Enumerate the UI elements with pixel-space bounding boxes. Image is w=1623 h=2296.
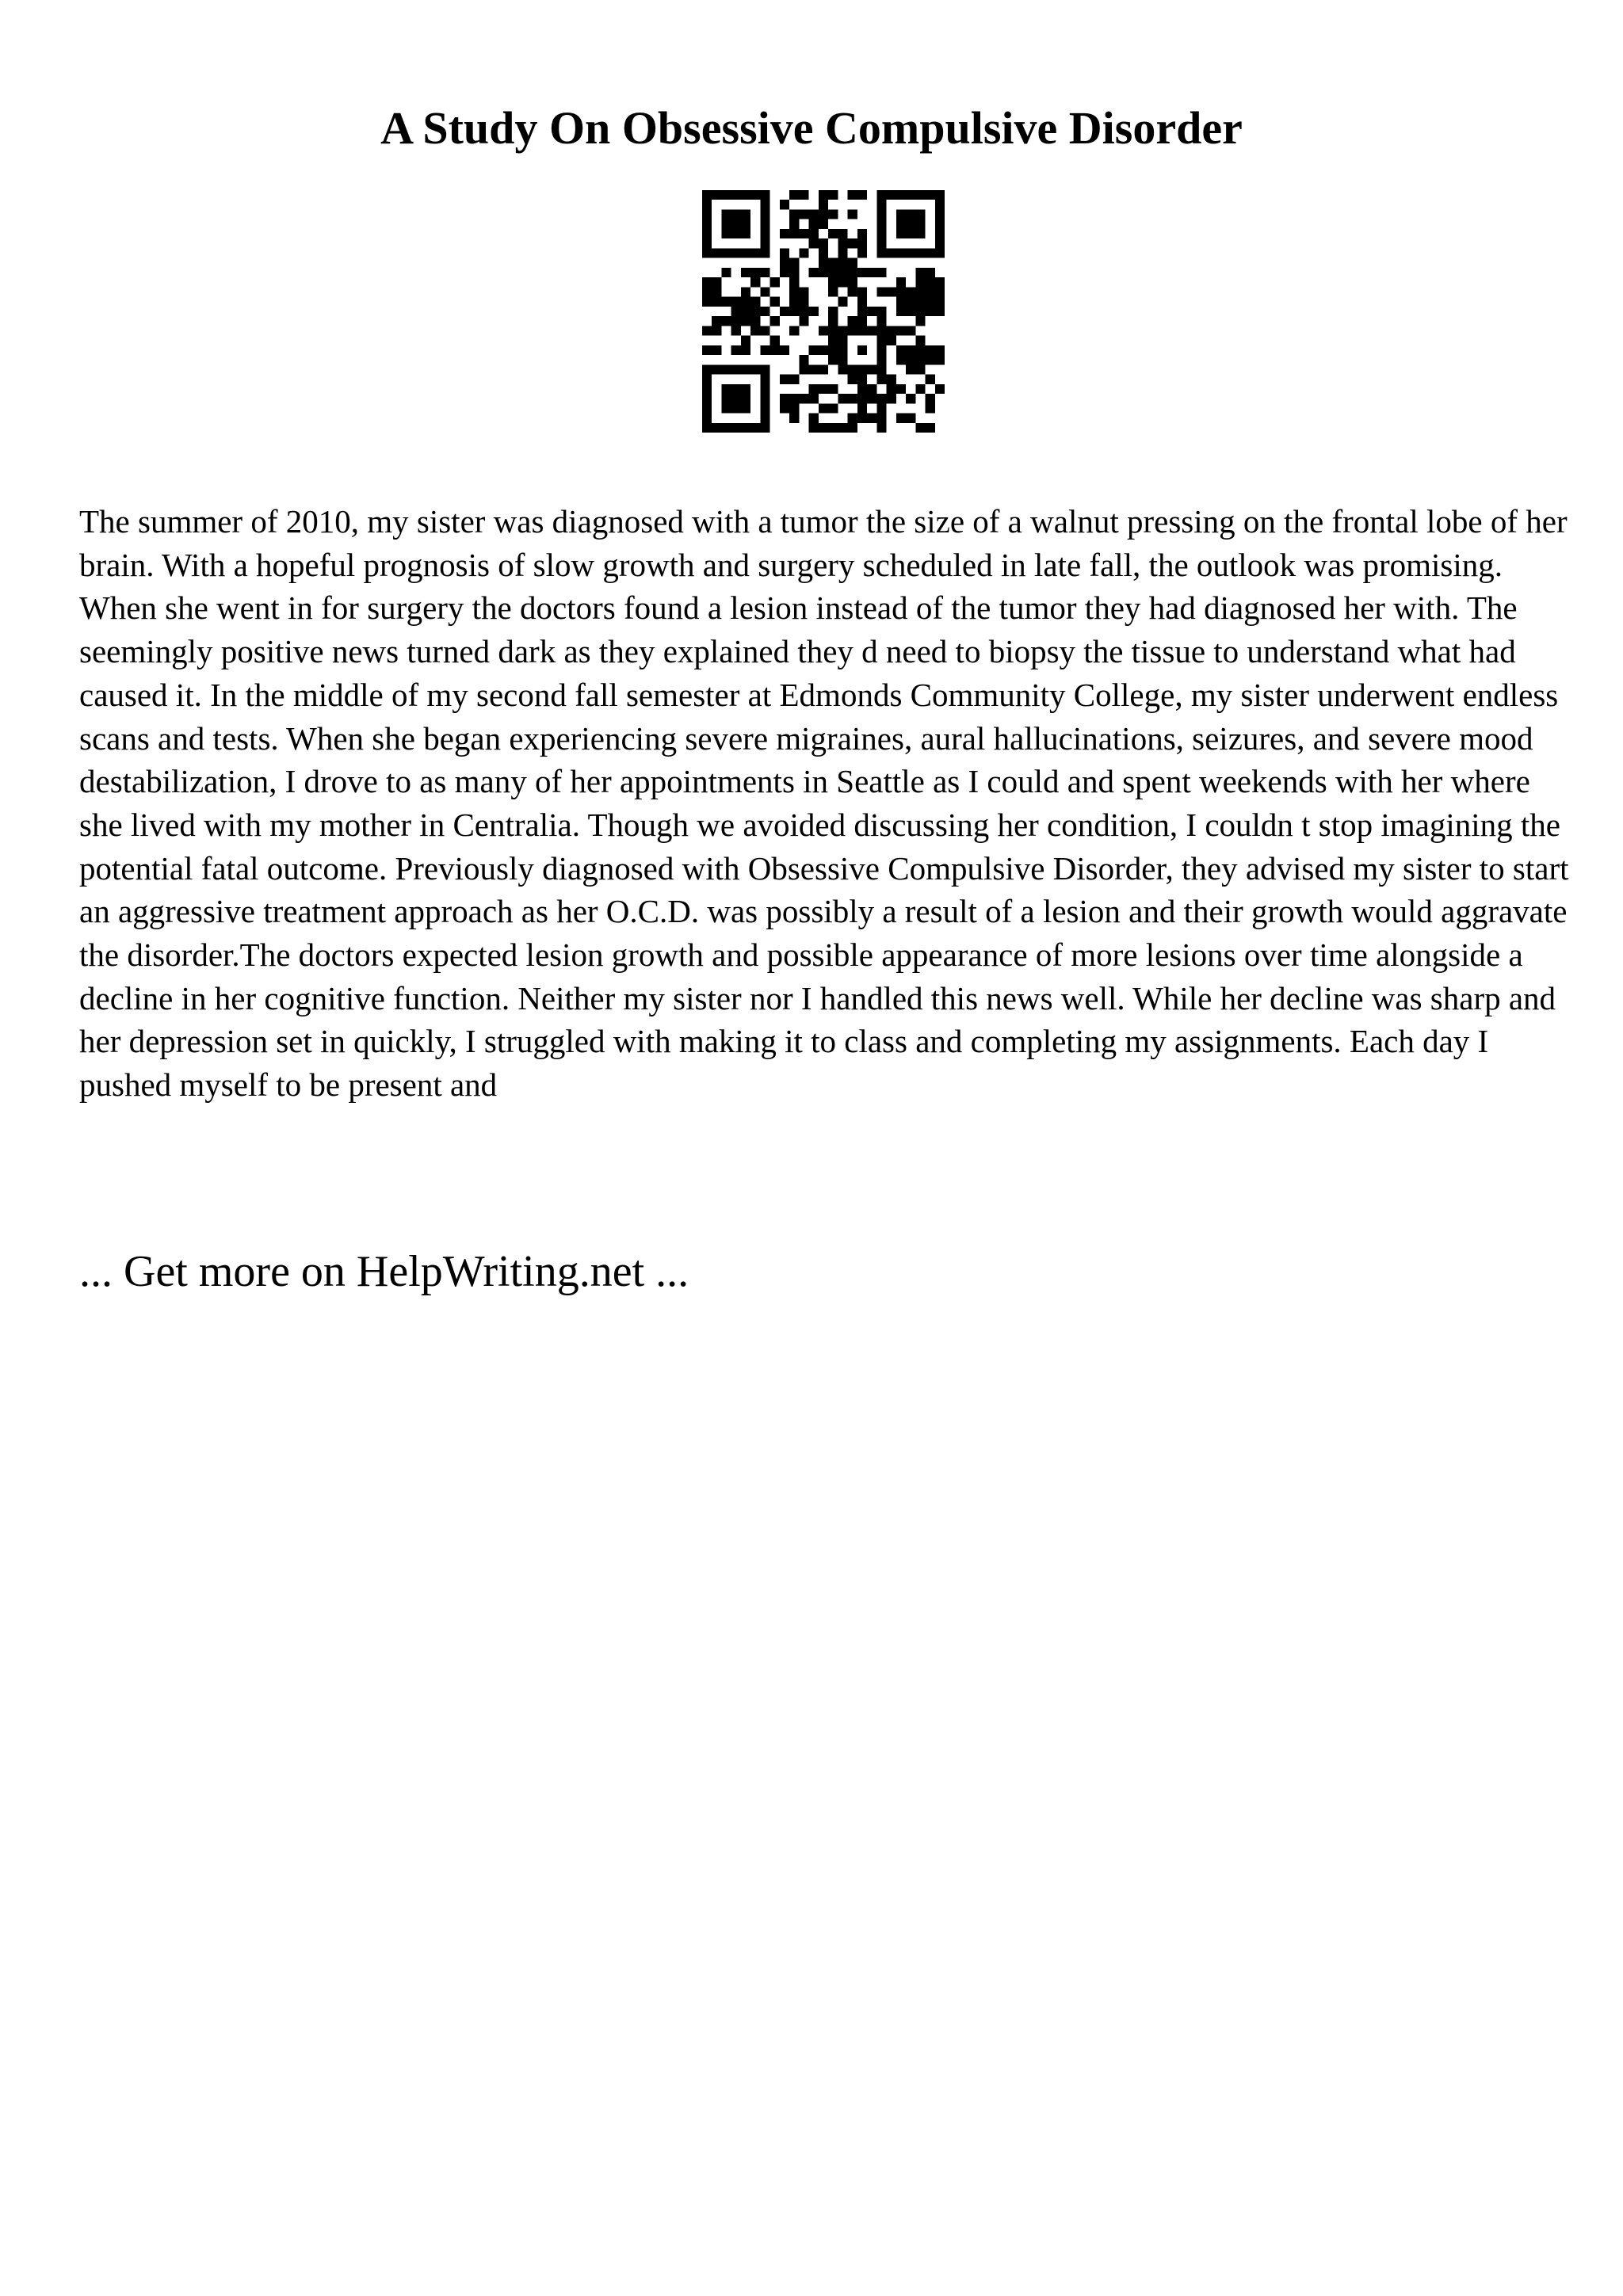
body-paragraph: The summer of 2010, my sister was diagnosed with a tumor the size of a walnut pressing on the frontal lobe of her brain. With a hopeful prognosis of slow growth and surgery scheduled in late fall, the outlook was promising. When she went in for surgery the doctors found a lesion instead of the tumor they had diagnosed her with. The seemingly positive news turned dark as they explained they d need to biopsy the tissue to understand what had caused it. In the middle of my second fall semester at Edmonds Community College, my sister underwent endless scans and tests. When she began experiencing severe migraines, aural hallucinations, seizures, and severe mood destabilization, I drove to as many of her appointments in Seattle as I could and spent weekends with her where she lived with my mother in Centralia. Though we avoided discussing her condition, I couldn t stop imagining the potential fatal outcome. Previously diagnosed with Obsessive Compulsive Disorder, they advised my sister to start an aggressive treatment approach as her O.C.D. was possibly a result of a lesion and their growth would aggravate the disorder.The doctors expected lesion growth and possible appearance of more lesions over time alongside a decline in her cognitive function. Neither my sister nor I handled this news well. While her decline was sharp and her depression set in quickly, I struggled with making it to class and completing my assignments. Each day I pushed myself to be present and — [79, 503, 1569, 1104]
document-title: A Study On Obsessive Compulsive Disorder — [380, 102, 1243, 154]
helpwriting-link[interactable]: ... Get more on HelpWriting.net ... — [79, 1247, 689, 1296]
qr-code-icon — [702, 190, 945, 433]
